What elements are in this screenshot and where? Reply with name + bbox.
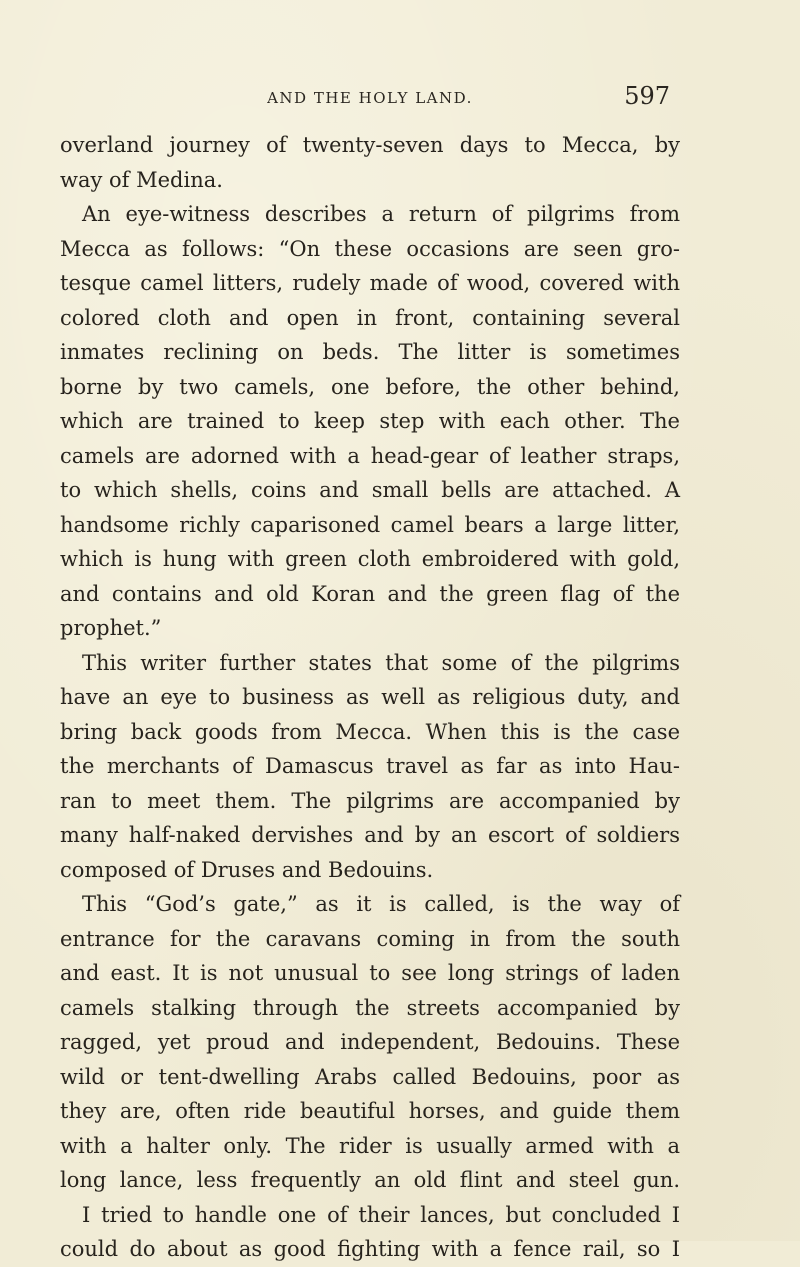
text-line: many half-naked dervishes and by an escort of soldiers [60,823,680,847]
text-line: which is hung with green cloth embroidered with gold, [60,547,680,571]
text-line: way of Medina. [60,167,223,192]
paragraph-start-line: This writer further states that some of the pilgrims [82,650,680,675]
text-line: have an eye to business as well as religious duty, and [60,685,680,709]
text-line: tesque camel litters, rudely made of wood, covered with [60,271,680,295]
text-line: entrance for the caravans coming in from the south [60,926,680,951]
running-head [60,82,700,116]
paragraph-start-line: This “God’s gate,” as it is called, is the way of [82,892,680,916]
text-line: handsome richly caparisoned camel bears a large litter, [60,512,680,537]
text-line: wild or tent-dwelling Arabs called Bedouins, poor as [60,1064,680,1089]
text-line: colored cloth and open in front, containing several [60,305,680,330]
text-line: Mecca as follows: “On these occasions are seen gro- [60,236,680,261]
text-line: prophet.” [60,616,162,640]
text-line: composed of Druses and Bedouins. [60,857,434,882]
paragraph-start-line: I tried to handle one of their lances, but concluded I [82,1202,680,1227]
text-line: they are, often ride beautiful horses, and guide them [60,1099,680,1123]
text-line: ran to meet them. The pilgrims are accompanied by [60,788,680,813]
body-text [60,128,680,1267]
text-line: inmates reclining on beds. The litter is sometimes [60,340,680,364]
text-line: which are trained to keep step with each other. The [60,409,680,433]
text-line: overland journey of twenty-seven days to Mecca, by [60,133,680,157]
text-line: bring back goods from Mecca. When this is the case [60,719,680,744]
running-title: AND THE HOLY LAND. [267,89,473,107]
text-line: could do about as good fighting with a fence rail, so I [60,1237,680,1261]
text-line: long lance, less frequently an old flint and steel gun. [60,1168,680,1192]
text-line: camels stalking through the streets accompanied by [60,995,680,1020]
paragraph-start-line: An eye-witness describes a return of pilgrims from [82,202,680,226]
text-line: borne by two camels, one before, the other behind, [60,374,680,399]
text-line: ragged, yet proud and independent, Bedouins. These [60,1030,680,1054]
text-line: and contains and old Koran and the green flag of the [60,581,680,606]
text-line: camels are adorned with a head-gear of leather straps, [60,443,680,468]
text-line: with a halter only. The rider is usually armed with a [60,1133,680,1158]
text-line: and east. It is not unusual to see long strings of laden [60,961,680,985]
text-line: the merchants of Damascus travel as far as into Hau- [60,754,680,778]
text-line: to which shells, coins and small bells are attached. A [60,478,680,502]
page-number: 597 [624,82,670,110]
